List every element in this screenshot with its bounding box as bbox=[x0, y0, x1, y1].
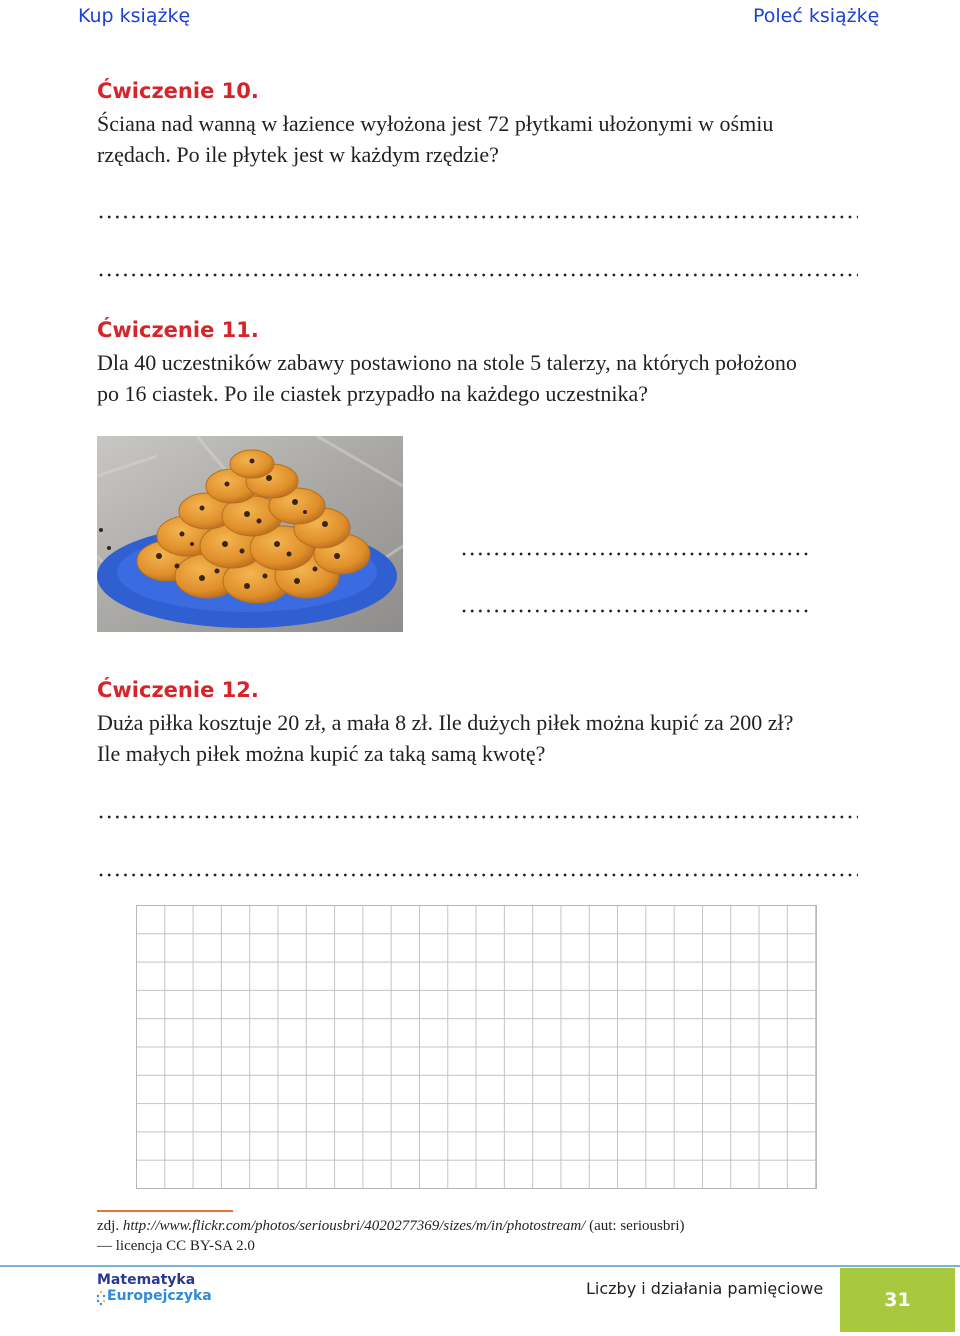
footnote-prefix: zdj. bbox=[97, 1218, 123, 1234]
footnote-license: — licencja CC BY-SA 2.0 bbox=[97, 1238, 255, 1254]
footer-rule bbox=[0, 1265, 960, 1267]
answer-line bbox=[97, 273, 858, 277]
squared-answer-grid bbox=[136, 905, 817, 1189]
photo-credit-footnote bbox=[97, 1216, 897, 1256]
exercise-12-text bbox=[97, 707, 867, 769]
exercise-10-title: Ćwiczenie 10. bbox=[97, 79, 259, 103]
answer-line bbox=[97, 873, 858, 877]
exercise-12-line-1: Duża piłka kosztuje 20 zł, a mała 8 zł. Ile dużych piłek można kupić za 200 zł? bbox=[97, 710, 794, 735]
exercise-10-text bbox=[97, 108, 867, 170]
exercise-10-line-2: rzędach. Po ile płytek jest w każdym rzędzie? bbox=[97, 142, 499, 167]
logo-line-2: Europejczyka bbox=[107, 1288, 212, 1304]
page-number: 31 bbox=[884, 1289, 911, 1311]
answer-line bbox=[97, 215, 858, 219]
exercise-10-line-1: Ściana nad wanną w łazience wyłożona jest 72 płytkami ułożonymi w ośmiu bbox=[97, 111, 774, 136]
exercise-11-line-1: Dla 40 uczestników zabawy postawiono na stole 5 talerzy, na których położono bbox=[97, 350, 797, 375]
exercise-12-title: Ćwiczenie 12. bbox=[97, 678, 259, 702]
buy-book-link[interactable]: Kup książkę bbox=[78, 5, 191, 27]
recommend-book-link[interactable]: Poleć książkę bbox=[753, 5, 880, 27]
footnote-author: (aut: seriousbri) bbox=[585, 1218, 685, 1234]
chapter-title: Liczby i działania pamięciowe bbox=[586, 1279, 824, 1298]
answer-line bbox=[460, 552, 810, 556]
exercise-11-line-2: po 16 ciastek. Po ile ciastek przypadło na każdego uczestnika? bbox=[97, 381, 649, 406]
exercise-11-text bbox=[97, 347, 867, 409]
footnote-url: http://www.flickr.com/photos/seriousbri/4020277369/sizes/m/in/photostream/ bbox=[122, 1218, 586, 1234]
answer-line bbox=[97, 815, 858, 819]
answer-line bbox=[460, 609, 810, 613]
matematyka-europejczyka-logo bbox=[97, 1272, 212, 1304]
logo-stars-icon bbox=[96, 1290, 106, 1306]
exercise-12-line-2: Ile małych piłek można kupić za taką samą kwotę? bbox=[97, 741, 546, 766]
page-number-box bbox=[840, 1268, 955, 1332]
cookies-on-blue-plate-photo bbox=[97, 436, 403, 632]
logo-line-1: Matematyka bbox=[97, 1272, 196, 1288]
exercise-11-title: Ćwiczenie 11. bbox=[97, 318, 259, 342]
footnote-divider bbox=[97, 1210, 233, 1212]
